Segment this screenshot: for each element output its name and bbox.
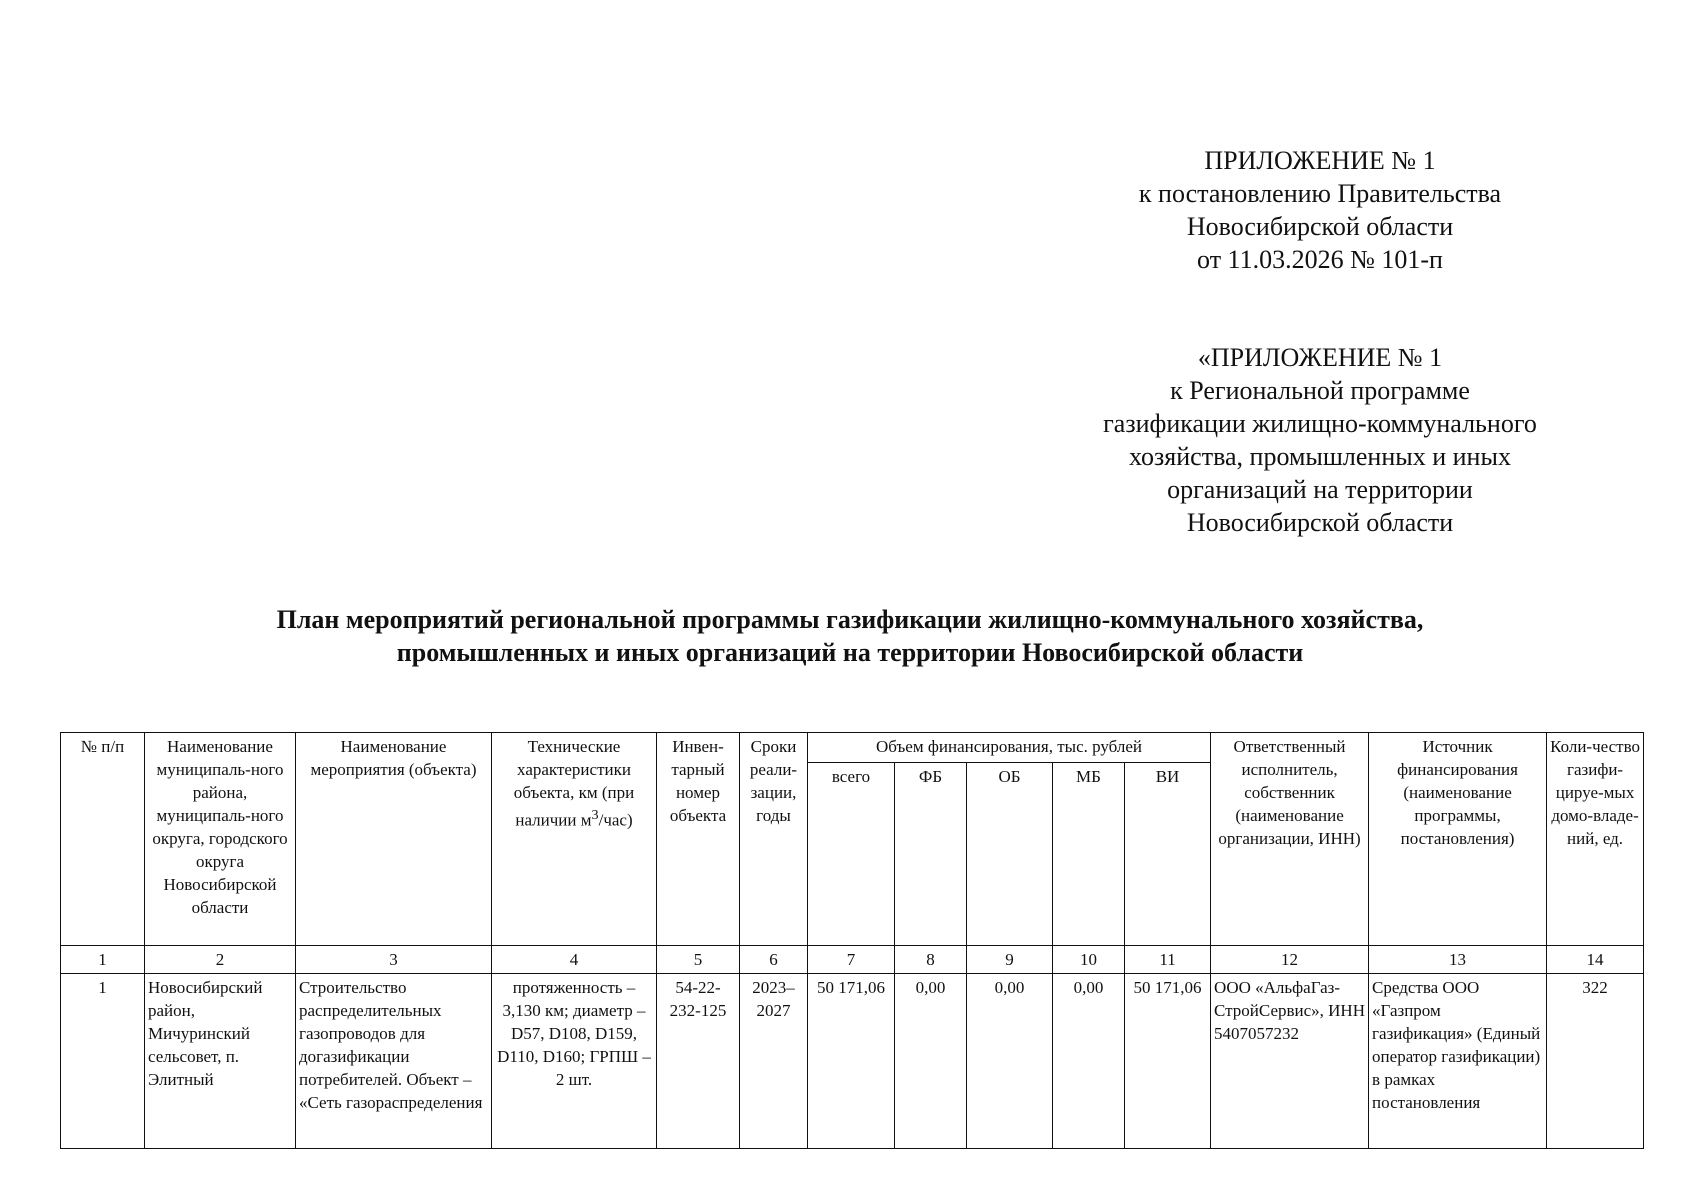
column-number: 6 [740, 946, 808, 974]
annex-header-line: ПРИЛОЖЕНИЕ № 1 [1204, 146, 1436, 175]
program-annex-line: газификации жилищно-коммунального [1103, 409, 1537, 438]
program-annex-line: Новосибирской области [1186, 508, 1454, 537]
column-number: 1 [61, 946, 145, 974]
column-number: 8 [895, 946, 967, 974]
header-source: Источник финансирования (наименование программы, постановления) [1369, 733, 1547, 946]
header-tech-text: Технические характеристики объекта, км (при наличии м [513, 737, 635, 830]
cell-executor: ООО «АльфаГаз-СтройСервис», ИНН 5407057232 [1211, 974, 1369, 1149]
cell-vi: 50 171,06 [1125, 974, 1211, 1149]
table-row [61, 974, 1644, 1149]
header-tech-sup: 3 [591, 807, 599, 823]
header-fb: ФБ [895, 763, 967, 946]
cell-total: 50 171,06 [808, 974, 895, 1149]
annex-header-line: к постановлению Правительства [1138, 179, 1502, 208]
column-number: 4 [492, 946, 657, 974]
cell-fb: 0,00 [895, 974, 967, 1149]
header-total: всего [808, 763, 895, 946]
cell-event: Строительство распределительных газопроводов для догазификации потребителей. Объект – «Сеть газораспределения [296, 974, 492, 1149]
header-ob: ОБ [967, 763, 1053, 946]
header-event: Наименование мероприятия (объекта) [296, 733, 492, 946]
header-tech [492, 733, 657, 946]
header-num: № п/п [61, 733, 145, 946]
column-number: 10 [1053, 946, 1125, 974]
program-annex-line: организаций на территории [1167, 475, 1473, 504]
cell-tech: протяженность – 3,130 км; диаметр – D57, D108, D159, D110, D160; ГРПШ – 2 шт. [492, 974, 657, 1149]
program-annex-line: к Региональной программе [1170, 376, 1470, 405]
header-vi: ВИ [1125, 763, 1211, 946]
header-terms: Сроки реали-зации, годы [740, 733, 808, 946]
header-mb: МБ [1053, 763, 1125, 946]
column-number: 2 [145, 946, 296, 974]
column-number: 11 [1125, 946, 1211, 974]
annex-header-line: от 11.03.2026 № 101-п [1197, 245, 1443, 274]
column-number: 7 [808, 946, 895, 974]
cell-terms: 2023–2027 [740, 974, 808, 1149]
annex-header [1120, 144, 1520, 276]
cell-inventory: 54-22-232-125 [657, 974, 740, 1149]
plan-table [60, 732, 1644, 1149]
plan-title-line: План мероприятий региональной программы газификации жилищно-коммунального хозяйства, [276, 605, 1424, 634]
column-number: 5 [657, 946, 740, 974]
program-annex-line: «ПРИЛОЖЕНИЕ № 1 [1197, 343, 1443, 372]
program-annex-header [1080, 341, 1560, 539]
cell-municipality: Новосибирский район, Мичуринский сельсовет, п. Элитный [145, 974, 296, 1149]
plan-title [60, 603, 1640, 669]
header-households: Коли-чество газифи-цируе-мых домо-владе-ний, ед. [1547, 733, 1644, 946]
header-inventory: Инвен-тарный номер объекта [657, 733, 740, 946]
cell-num: 1 [61, 974, 145, 1149]
column-number: 9 [967, 946, 1053, 974]
column-number: 12 [1211, 946, 1369, 974]
header-tech-text-end: /час) [598, 810, 633, 830]
program-annex-line: хозяйства, промышленных и иных [1129, 442, 1511, 471]
annex-header-line: Новосибирской области [1186, 212, 1454, 241]
plan-title-line: промышленных и иных организаций на территории Новосибирской области [396, 638, 1304, 667]
cell-ob: 0,00 [967, 974, 1053, 1149]
header-financing: Объем финансирования, тыс. рублей [808, 733, 1211, 763]
cell-households: 322 [1547, 974, 1644, 1149]
cell-source: Средства ООО «Газпром газификация» (Единый оператор газификации) в рамках постановления [1369, 974, 1547, 1149]
column-number: 14 [1547, 946, 1644, 974]
column-number: 13 [1369, 946, 1547, 974]
column-number: 3 [296, 946, 492, 974]
cell-mb: 0,00 [1053, 974, 1125, 1149]
header-municipality: Наименование муниципаль-ного района, муниципаль-ного округа, городского округа Новосибирской области [145, 733, 296, 946]
header-executor: Ответственный исполнитель, собственник (наименование организации, ИНН) [1211, 733, 1369, 946]
